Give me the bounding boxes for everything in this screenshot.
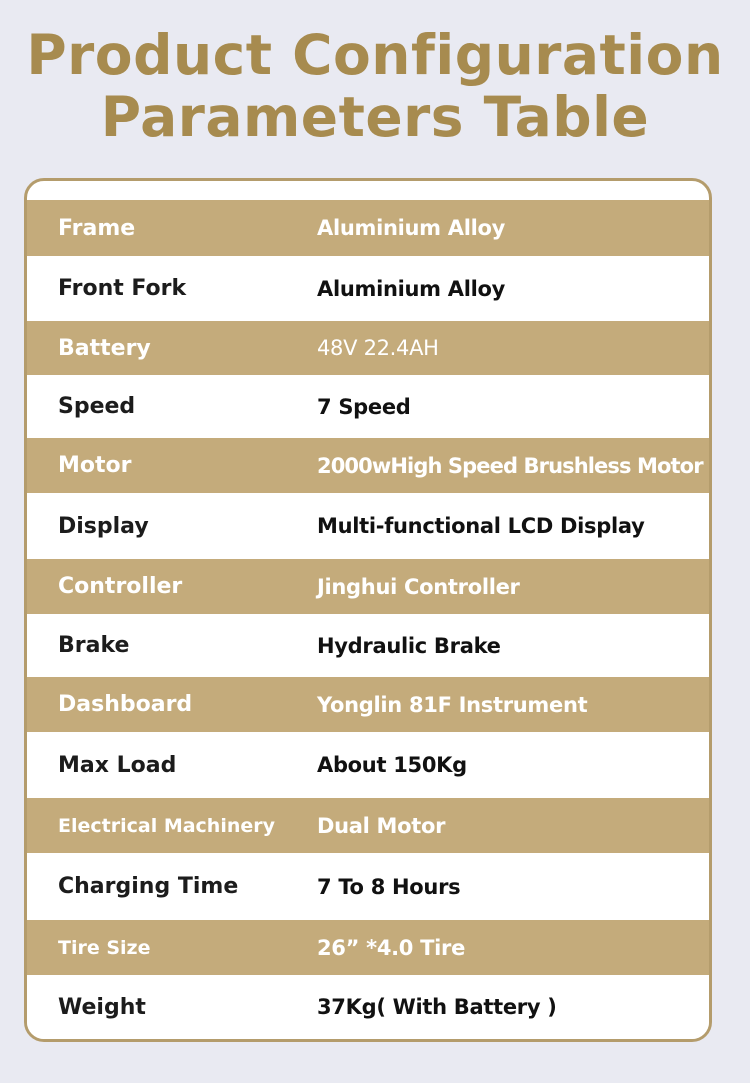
row-value: About 150Kg bbox=[317, 753, 467, 777]
row-label: Display bbox=[58, 513, 149, 539]
table-row-brake bbox=[27, 614, 712, 677]
row-value: Dual Motor bbox=[317, 813, 446, 838]
row-label: Controller bbox=[58, 574, 183, 599]
table-row-motor bbox=[27, 438, 712, 493]
row-value: 7 Speed bbox=[317, 394, 411, 419]
title-line-1: Product Configuration bbox=[26, 23, 724, 87]
parameters-table bbox=[24, 178, 712, 1042]
table-row-dashboard bbox=[27, 677, 712, 732]
row-label: Max Load bbox=[58, 752, 177, 778]
row-label: Motor bbox=[58, 453, 132, 478]
row-value: 37Kg( With Battery ) bbox=[317, 995, 557, 1019]
row-value: 48V 22.4AH bbox=[317, 336, 439, 360]
table-row-electrical-machinery bbox=[27, 798, 712, 853]
row-value: Jinghui Controller bbox=[317, 574, 520, 599]
row-value: Aluminium Alloy bbox=[317, 276, 506, 301]
title-line-2: Parameters Table bbox=[100, 85, 650, 149]
row-value: 26” *4.0 Tire bbox=[317, 935, 466, 960]
row-label: Dashboard bbox=[58, 692, 193, 717]
table-row-tire-size bbox=[27, 920, 712, 975]
row-value: 7 To 8 Hours bbox=[317, 874, 461, 899]
row-value: Hydraulic Brake bbox=[317, 633, 501, 658]
page-title bbox=[0, 24, 750, 148]
table-row-display bbox=[27, 493, 712, 559]
row-value: Multi-functional LCD Display bbox=[317, 514, 645, 538]
table-row-charging-time bbox=[27, 853, 712, 920]
row-label: Front Fork bbox=[58, 276, 187, 301]
row-label: Electrical Machinery bbox=[58, 814, 276, 837]
row-label: Tire Size bbox=[58, 936, 151, 959]
table-row-weight bbox=[27, 975, 712, 1039]
row-value: 2000wHigh Speed Brushless Motor bbox=[317, 453, 703, 478]
row-label: Battery bbox=[58, 335, 151, 361]
row-label: Brake bbox=[58, 633, 130, 658]
row-label: Charging Time bbox=[58, 874, 239, 899]
row-label: Weight bbox=[58, 994, 146, 1020]
table-row-frame bbox=[27, 200, 712, 256]
row-label: Frame bbox=[58, 215, 136, 241]
table-row-speed bbox=[27, 375, 712, 438]
row-value: Yonglin 81F Instrument bbox=[317, 692, 588, 717]
table-row-front-fork bbox=[27, 256, 712, 321]
table-row-max-load bbox=[27, 732, 712, 798]
table-row-battery bbox=[27, 321, 712, 375]
table-row-controller bbox=[27, 559, 712, 614]
row-value: Aluminium Alloy bbox=[317, 216, 506, 240]
row-label: Speed bbox=[58, 394, 136, 419]
